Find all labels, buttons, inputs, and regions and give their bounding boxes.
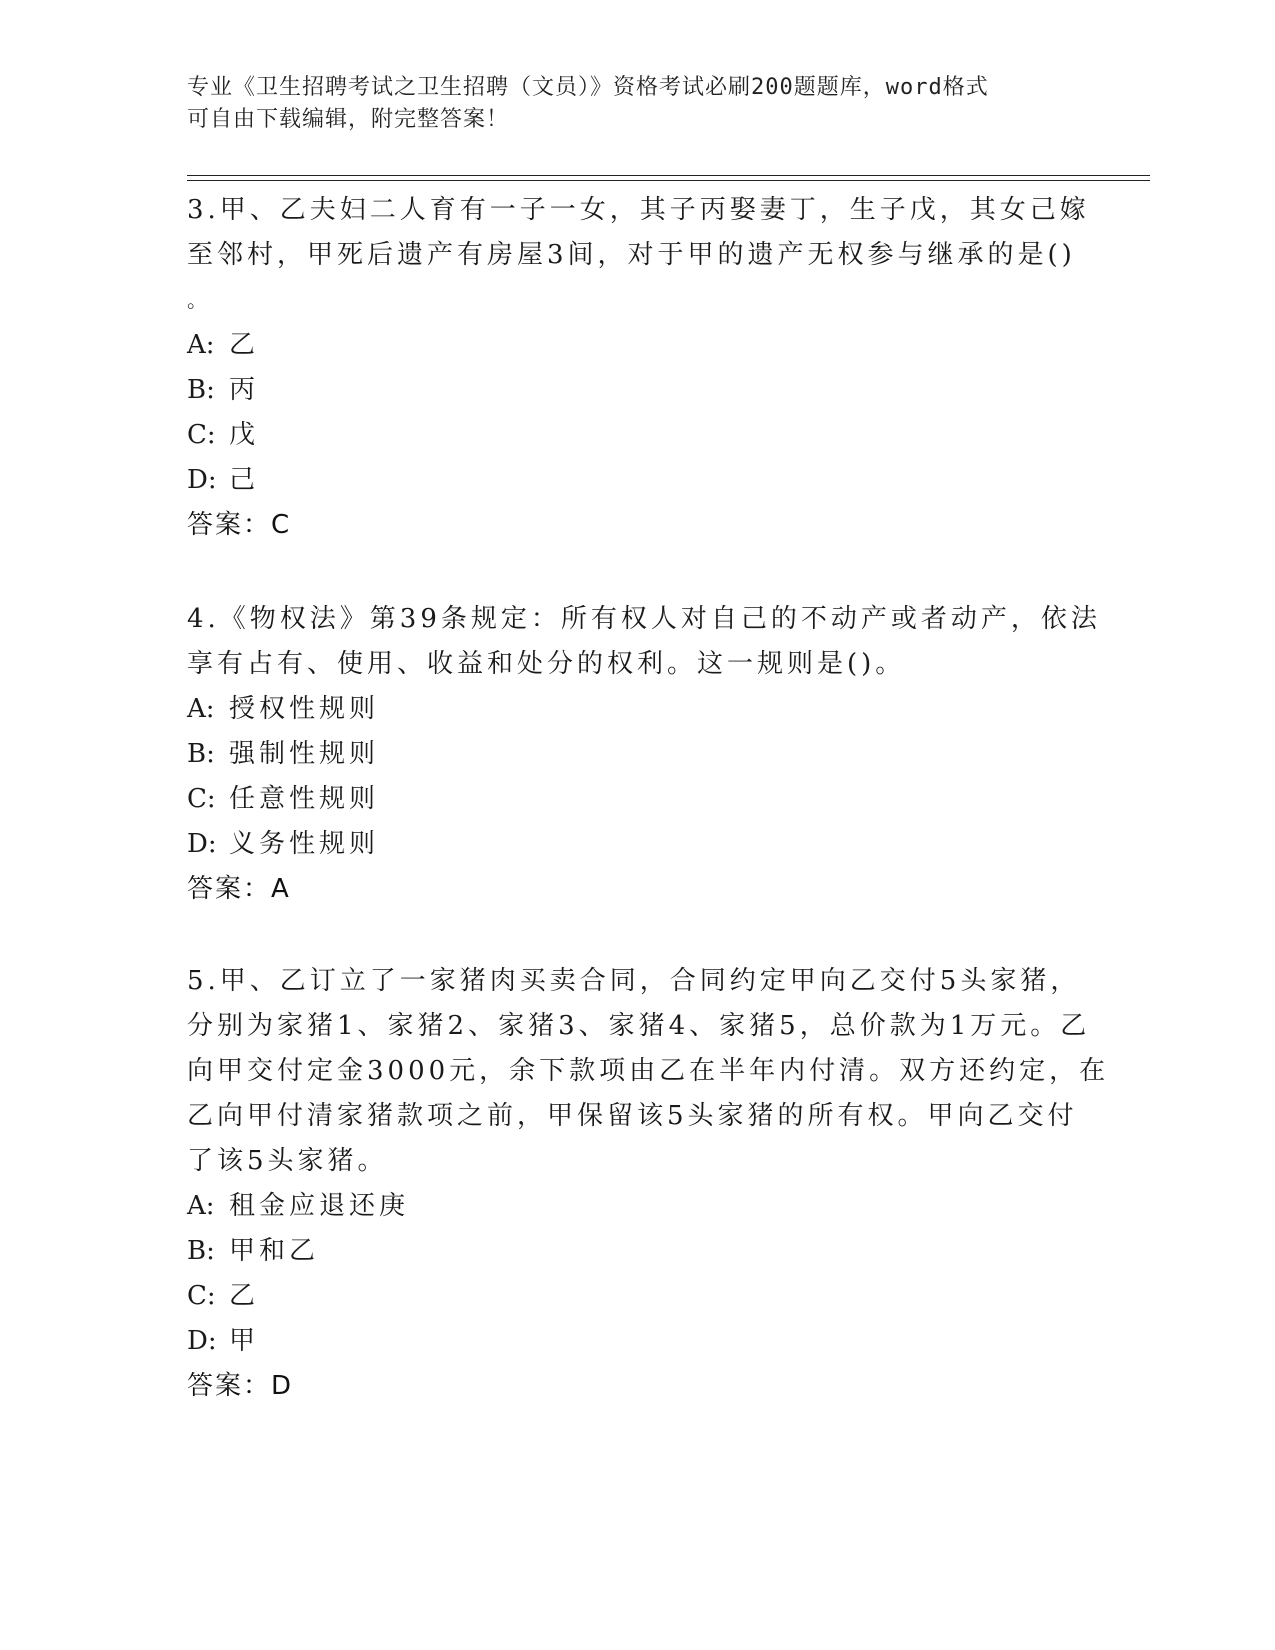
- header-divider-top: [187, 175, 1150, 176]
- stem-line: 了该5头家猪。: [187, 1146, 388, 1176]
- stem-line: 向甲交付定金3000元，余下款项由乙在半年内付清。双方还约定，在: [187, 1056, 1110, 1086]
- option-text: 甲和乙: [229, 1236, 320, 1266]
- option-text: 丙: [229, 375, 260, 405]
- answer-line: 答案：C: [187, 510, 292, 540]
- option-b: [187, 368, 1087, 413]
- option-text: 义务性规则: [229, 829, 380, 859]
- question-5: [187, 959, 1110, 1409]
- option-letter: D:: [187, 1326, 217, 1356]
- stem-line: 享有占有、使用、收益和处分的权利。这一规则是()。: [187, 649, 906, 679]
- option-text: 授权性规则: [229, 694, 380, 724]
- option-text: 强制性规则: [229, 739, 380, 769]
- option-c: [187, 1274, 1087, 1319]
- option-d: [187, 822, 1087, 867]
- option-text: 甲: [229, 1326, 260, 1356]
- option-letter: D:: [187, 829, 217, 859]
- header-line-1: 专业《卫生招聘考试之卫生招聘（文员）》资格考试必刷200题题库，word格式: [187, 75, 989, 100]
- option-b: [187, 732, 1087, 777]
- header-divider-bottom: [187, 180, 1150, 181]
- stem-line: 乙向甲付清家猪款项之前，甲保留该5头家猪的所有权。甲向乙交付: [187, 1101, 1078, 1131]
- option-letter: C:: [187, 420, 216, 450]
- option-text: 乙: [229, 1281, 260, 1311]
- option-d: [187, 458, 1087, 503]
- question-4: [187, 597, 1101, 912]
- question-stem: [187, 959, 1110, 1184]
- option-letter: B:: [187, 739, 215, 769]
- question-stem: [187, 597, 1101, 687]
- option-text: 己: [229, 465, 260, 495]
- question-3: [187, 188, 1090, 548]
- option-a: [187, 1184, 1087, 1229]
- stem-line: 。: [187, 288, 211, 312]
- stem-line: 至邻村，甲死后遗产有房屋3间，对于甲的遗产无权参与继承的是(): [187, 240, 1076, 270]
- option-letter: A:: [187, 1191, 215, 1221]
- option-a: [187, 687, 1087, 732]
- option-letter: D:: [187, 465, 217, 495]
- stem-line: 5.甲、乙订立了一家猪肉买卖合同，合同约定甲向乙交付5头家猪，: [187, 966, 1081, 996]
- option-a: [187, 323, 1087, 368]
- question-stem: [187, 188, 1090, 323]
- option-letter: A:: [187, 330, 215, 360]
- option-letter: C:: [187, 784, 216, 814]
- option-text: 戊: [229, 420, 260, 450]
- header-line-2: 可自由下载编辑，附完整答案！: [187, 107, 510, 132]
- stem-line: 分别为家猪1、家猪2、家猪3、家猪4、家猪5，总价款为1万元。乙: [187, 1011, 1091, 1041]
- stem-line: 4.《物权法》第39条规定：所有权人对自己的不动产或者动产，依法: [187, 604, 1101, 634]
- answer-line: 答案：A: [187, 874, 291, 904]
- option-text: 任意性规则: [229, 784, 380, 814]
- option-letter: C:: [187, 1281, 216, 1311]
- option-c: [187, 413, 1087, 458]
- option-letter: B:: [187, 1236, 215, 1266]
- option-letter: A:: [187, 694, 215, 724]
- stem-line: 3.甲、乙夫妇二人育有一子一女，其子丙娶妻丁，生子戊，其女己嫁: [187, 195, 1090, 225]
- option-d: [187, 1319, 1087, 1364]
- document-header: [187, 72, 1087, 136]
- option-b: [187, 1229, 1087, 1274]
- option-text: 租金应退还庚: [229, 1191, 410, 1221]
- option-letter: B:: [187, 375, 215, 405]
- option-text: 乙: [229, 330, 260, 360]
- option-c: [187, 777, 1087, 822]
- answer-line: 答案：D: [187, 1371, 294, 1401]
